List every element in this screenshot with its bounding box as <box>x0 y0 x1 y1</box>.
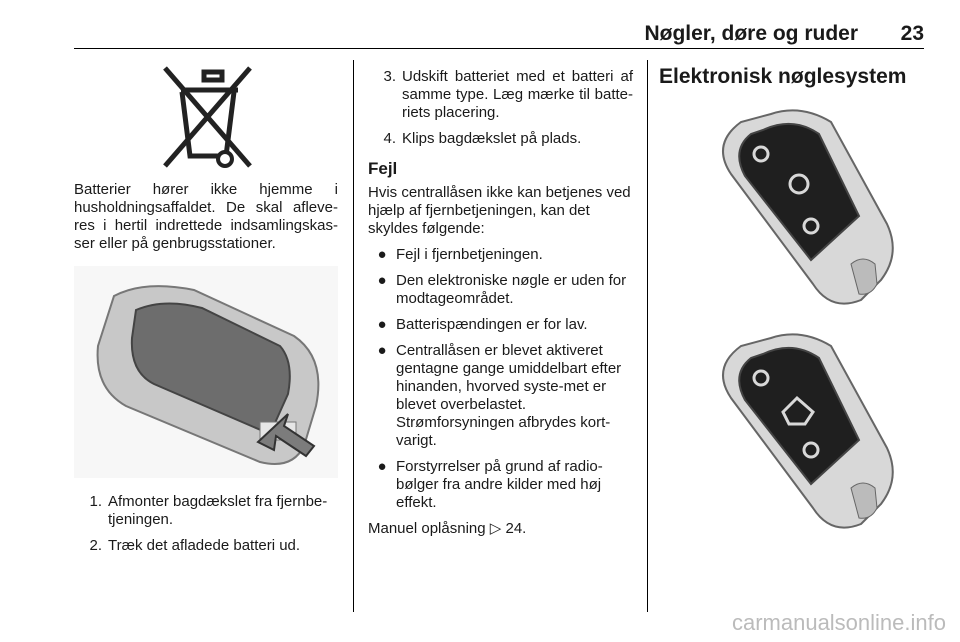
battery-disposal-text: Batterier hører ikke hjemme i husholdningsaffaldet. De skal afleve-res i hertil indrettede indsamlingskas-ser eller på genbrugsstationer. <box>74 181 338 252</box>
watermark: carmanualsonline.info <box>731 610 946 635</box>
step-3 <box>368 68 633 122</box>
fault-intro: Hvis centrallåsen ikke kan betjenes ved hjælp af fjernbetjeningen, kan det skyldes følgende: <box>368 184 631 237</box>
step-4-number: 4. <box>383 130 396 147</box>
column-1 <box>74 0 338 555</box>
header-title: Nøgler, døre og ruder <box>644 22 858 45</box>
remote-battery-illustration <box>74 266 338 478</box>
step-3-text: Udskift batteriet med et batteri af samme type. Læg mærke til batte-riets placering. <box>402 68 633 121</box>
bullet-item <box>368 342 633 450</box>
bullet-icon: ● <box>377 458 387 475</box>
smart-key-fob-illustration-2 <box>701 328 901 530</box>
page-number: 23 <box>900 22 924 45</box>
crossed-bin-icon <box>74 62 338 174</box>
manual-unlock-page-link[interactable]: 24. <box>505 520 527 537</box>
bullet-icon: ● <box>377 342 387 359</box>
step-1 <box>74 493 338 529</box>
bullet-text: Centrallåsen er blevet aktiveret gentagne gange umiddelbart efter hinanden, hvorved syste-met er blevet overbelastet. Strømforsyningen afbrydes kort-varigt. <box>396 342 622 449</box>
bullet-text: Den elektroniske nøgle er uden for modtageområdet. <box>396 272 627 307</box>
bullet-icon: ● <box>377 272 387 289</box>
step-4 <box>368 130 633 148</box>
bullet-text: Forstyrrelser på grund af radio-bølger fra andre kilder med høj effekt. <box>396 458 603 511</box>
bullet-item <box>368 272 633 308</box>
bullet-item <box>368 316 633 334</box>
step-3-number: 3. <box>383 68 396 85</box>
smart-key-fob-illustration-1 <box>701 104 901 306</box>
step-1-number: 1. <box>89 493 102 510</box>
column-2 <box>368 68 633 538</box>
manual-unlock-reference <box>368 520 633 538</box>
bullet-icon: ● <box>377 316 387 333</box>
bullet-icon: ● <box>377 246 387 263</box>
fault-heading: Fejl <box>368 159 398 178</box>
section-heading: Elektronisk nøglesystem <box>659 65 907 88</box>
column-divider-2 <box>647 60 648 612</box>
page-reference-icon: ▷ <box>489 520 502 537</box>
step-2-number: 2. <box>89 537 102 554</box>
bullet-item <box>368 246 633 264</box>
bullet-text: Fejl i fjernbetjeningen. <box>396 246 543 263</box>
step-1-text: Afmonter bagdækslet fra fjernbe-tjeningen. <box>108 493 328 528</box>
bullet-item <box>368 458 633 512</box>
step-2 <box>74 537 338 555</box>
step-4-text: Klips bagdækslet på plads. <box>402 130 582 147</box>
manual-unlock-label: Manuel oplåsning <box>368 520 486 537</box>
column-3 <box>659 65 924 88</box>
column-divider-1 <box>353 60 354 612</box>
bullet-text: Batterispændingen er for lav. <box>396 316 588 333</box>
step-2-text: Træk det afladede batteri ud. <box>108 537 301 554</box>
